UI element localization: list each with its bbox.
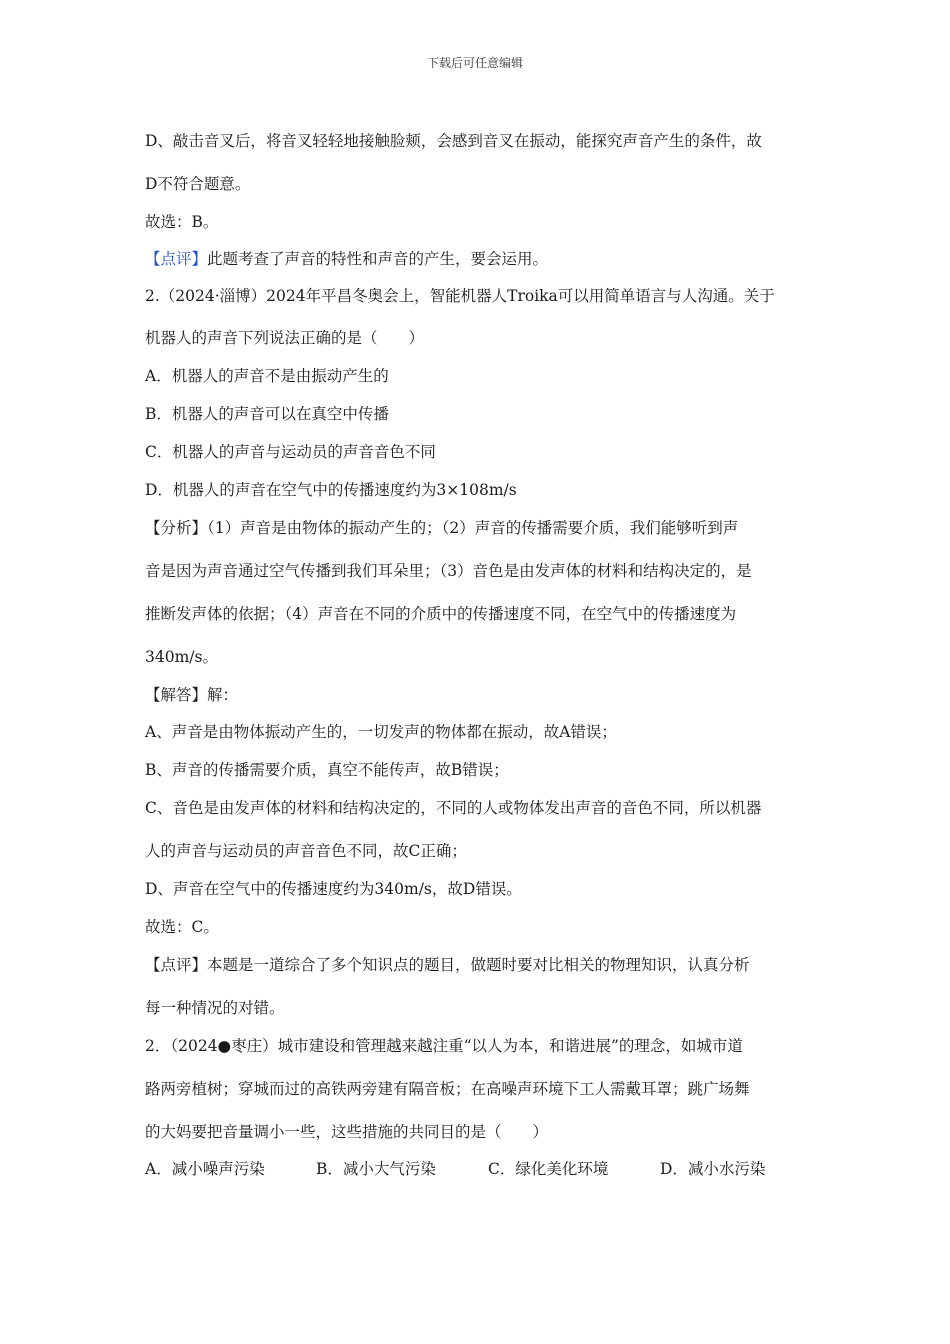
- comment-tag: 【点评】: [145, 250, 208, 268]
- analysis-line-2: 音是因为声音通过空气传播到我们耳朵里；（3）音色是由发声体的材料和结构决定的，是: [145, 562, 752, 580]
- option-d: D．机器人的声音在空气中的传播速度约为3×108m/s: [145, 481, 517, 499]
- option-a: A．减小噪声污染: [145, 1160, 265, 1178]
- option-b: B．机器人的声音可以在真空中传播: [145, 405, 389, 423]
- choice-line-2: 故选：C。: [145, 918, 219, 936]
- question-2-line-2: 机器人的声音下列说法正确的是（ ）: [145, 329, 425, 347]
- option-c: C．机器人的声音与运动员的声音音色不同: [145, 443, 436, 461]
- option-c: C．绿化美化环境: [488, 1160, 609, 1178]
- solution-c-line-1: C、音色是由发声体的材料和结构决定的，不同的人或物体发出声音的音色不同，所以机器: [145, 799, 762, 817]
- question-3-line-2: 路两旁植树；穿城而过的高铁两旁建有隔音板；在高噪声环境下工人需戴耳罩；跳广场舞: [145, 1080, 750, 1098]
- comment-text: 此题考查了声音的特性和声音的产生，要会运用。: [207, 250, 549, 268]
- analysis-line-4: 340m/s。: [145, 648, 218, 666]
- solution-a: A、声音是由物体振动产生的，一切发声的物体都在振动，故A错误；: [145, 723, 617, 741]
- question-3-line-3: 的大妈要把音量调小一些，这些措施的共同目的是（ ）: [145, 1123, 549, 1141]
- option-b: B．减小大气污染: [316, 1160, 436, 1178]
- solution-b: B、声音的传播需要介质，真空不能传声，故B错误；: [145, 761, 509, 779]
- answer-line-d-cont: D不符合题意。: [145, 175, 251, 193]
- option-d: D．减小水污染: [660, 1160, 766, 1178]
- question-2-line-1: 2.（2024·淄博）2024年平昌冬奥会上，智能机器人Troika可以用简单语言与人沟通。关于: [145, 287, 775, 305]
- choice-line-1: 故选：B。: [145, 213, 219, 231]
- solution-d: D、声音在空气中的传播速度约为340m/s，故D错误。: [145, 880, 522, 898]
- page-header: 下载后可任意编辑: [426, 56, 523, 70]
- analysis-line-3: 推断发声体的依据；（4）声音在不同的介质中的传播速度不同，在空气中的传播速度为: [145, 605, 737, 623]
- analysis-line-1: 【分析】（1）声音是由物体的振动产生的；（2）声音的传播需要介质，我们能够听到声: [145, 519, 739, 537]
- solution-heading: 【解答】解：: [145, 686, 239, 704]
- review-line-2: 每一种情况的对错。: [145, 999, 285, 1017]
- review-line-1: 【点评】本题是一道综合了多个知识点的题目，做题时要对比相关的物理知识，认真分析: [145, 956, 750, 974]
- question-3-line-1: 2．（2024●枣庄）城市建设和管理越来越注重“以人为本，和谐进展”的理念，如城市道: [145, 1037, 743, 1055]
- answer-line-d: D、敲击音叉后，将音叉轻轻地接触脸颊，会感到音叉在振动，能探究声音产生的条件，故: [145, 132, 762, 150]
- comment-line-1: [145, 249, 810, 269]
- question-3-options: [145, 1159, 810, 1179]
- option-a: A．机器人的声音不是由振动产生的: [145, 367, 389, 385]
- solution-c-line-2: 人的声音与运动员的声音音色不同，故C正确；: [145, 842, 467, 860]
